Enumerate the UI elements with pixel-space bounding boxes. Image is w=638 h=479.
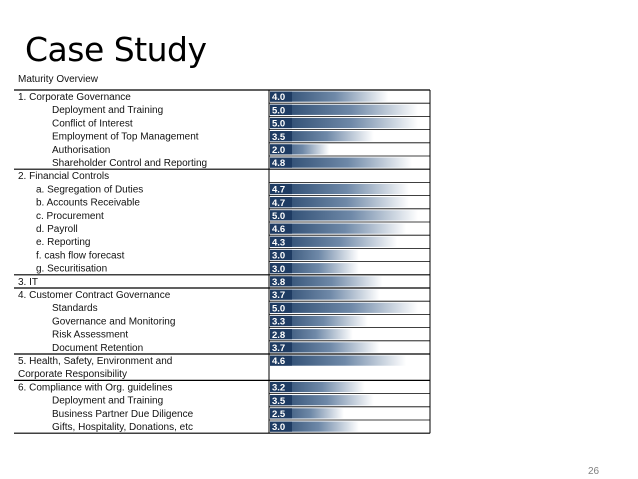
row-22 <box>52 395 374 407</box>
value-label: 4.6 <box>272 356 286 368</box>
row-label: 1. Corporate Governance <box>18 92 131 103</box>
value-label: 3.5 <box>272 395 286 407</box>
row-label: Risk Assessment <box>52 329 129 341</box>
value-label: 4.6 <box>272 224 286 236</box>
row-11 <box>36 237 397 249</box>
row-13 <box>36 263 359 275</box>
value-label: 3.0 <box>272 263 286 275</box>
value-label: 5.0 <box>272 211 286 222</box>
row-label: a. Segregation of Duties <box>36 184 144 196</box>
value-label: 2.0 <box>272 145 286 156</box>
bar <box>270 105 418 115</box>
row-10 <box>36 224 406 236</box>
row-label: Gifts, Hospitality, Donations, etc <box>52 422 193 433</box>
row-label: Standards <box>52 303 98 315</box>
row-8 <box>36 197 409 209</box>
row-label: Authorisation <box>52 144 111 156</box>
row-7 <box>36 184 409 196</box>
value-label: 4.0 <box>272 92 286 104</box>
row-14 <box>18 276 382 288</box>
row-15 <box>18 290 380 302</box>
row-12 <box>36 250 359 262</box>
row-21 <box>18 382 365 394</box>
value-label: 4.7 <box>272 197 286 209</box>
row-label: Governance and Monitoring <box>52 316 176 328</box>
row-label: 5. Health, Safety, Environment and <box>18 356 173 367</box>
row-label: e. Reporting <box>36 237 91 249</box>
value-label: 5.0 <box>272 118 286 130</box>
row-4 <box>52 144 329 156</box>
row-label: f. cash flow forecast <box>36 250 125 262</box>
value-label: 5.0 <box>272 303 286 315</box>
value-label: 5.0 <box>272 105 286 117</box>
value-label: 3.2 <box>272 382 286 394</box>
row-label: Document Retention <box>52 342 144 354</box>
row-label: b. Accounts Receivable <box>36 197 140 209</box>
row-label: 3. IT <box>18 276 39 288</box>
row-1 <box>52 105 418 117</box>
value-label: 4.7 <box>272 184 286 196</box>
value-label: 3.0 <box>272 250 286 262</box>
chart-rows <box>14 90 430 433</box>
value-label: 3.5 <box>272 131 286 143</box>
row-label: d. Payroll <box>36 224 78 235</box>
value-label: 2.5 <box>272 409 286 420</box>
row-2 <box>52 118 418 130</box>
row-label: Deployment and Training <box>52 105 164 117</box>
value-label: 3.7 <box>272 343 286 354</box>
row-17 <box>52 316 368 328</box>
row-3 <box>52 131 374 143</box>
row-18 <box>52 329 353 341</box>
row-23 <box>52 408 344 420</box>
row-label: 4. Customer Contract Governance <box>18 290 171 301</box>
value-label: 4.8 <box>272 158 286 170</box>
maturity-chart <box>14 68 434 437</box>
row-label: Deployment and Training <box>52 395 164 407</box>
chart-title: Maturity Overview <box>18 74 99 85</box>
row-20 <box>18 356 406 381</box>
row-label: Employment of Top Management <box>52 131 199 143</box>
row-label: 2. Financial Controls <box>18 171 110 183</box>
bar <box>270 303 418 313</box>
row-label: Shareholder Control and Reporting <box>52 158 208 169</box>
bar <box>270 210 418 220</box>
row-24 <box>52 422 359 434</box>
row-label: Conflict of Interest <box>52 118 133 130</box>
row-6 <box>18 171 109 182</box>
row-19 <box>52 342 380 354</box>
row-5 <box>52 158 412 170</box>
row-label-continued: Corporate Responsibility <box>18 369 127 381</box>
row-label: c. Procurement <box>36 210 104 222</box>
value-label: 2.8 <box>272 329 286 341</box>
row-16 <box>52 303 418 315</box>
row-label: 6. Compliance with Org. guidelines <box>18 382 173 394</box>
slide-title: Case Study <box>25 30 207 69</box>
row-0 <box>18 92 388 104</box>
row-label: Business Partner Due Diligence <box>52 408 194 420</box>
value-label: 3.8 <box>272 277 286 288</box>
value-label: 3.7 <box>272 290 286 302</box>
page-number: 26 <box>588 466 600 477</box>
row-label: g. Securitisation <box>36 263 108 275</box>
value-label: 4.3 <box>272 237 286 249</box>
row-9 <box>36 210 418 222</box>
value-label: 3.0 <box>272 422 286 434</box>
value-label: 3.3 <box>272 316 286 328</box>
bar <box>270 118 418 128</box>
